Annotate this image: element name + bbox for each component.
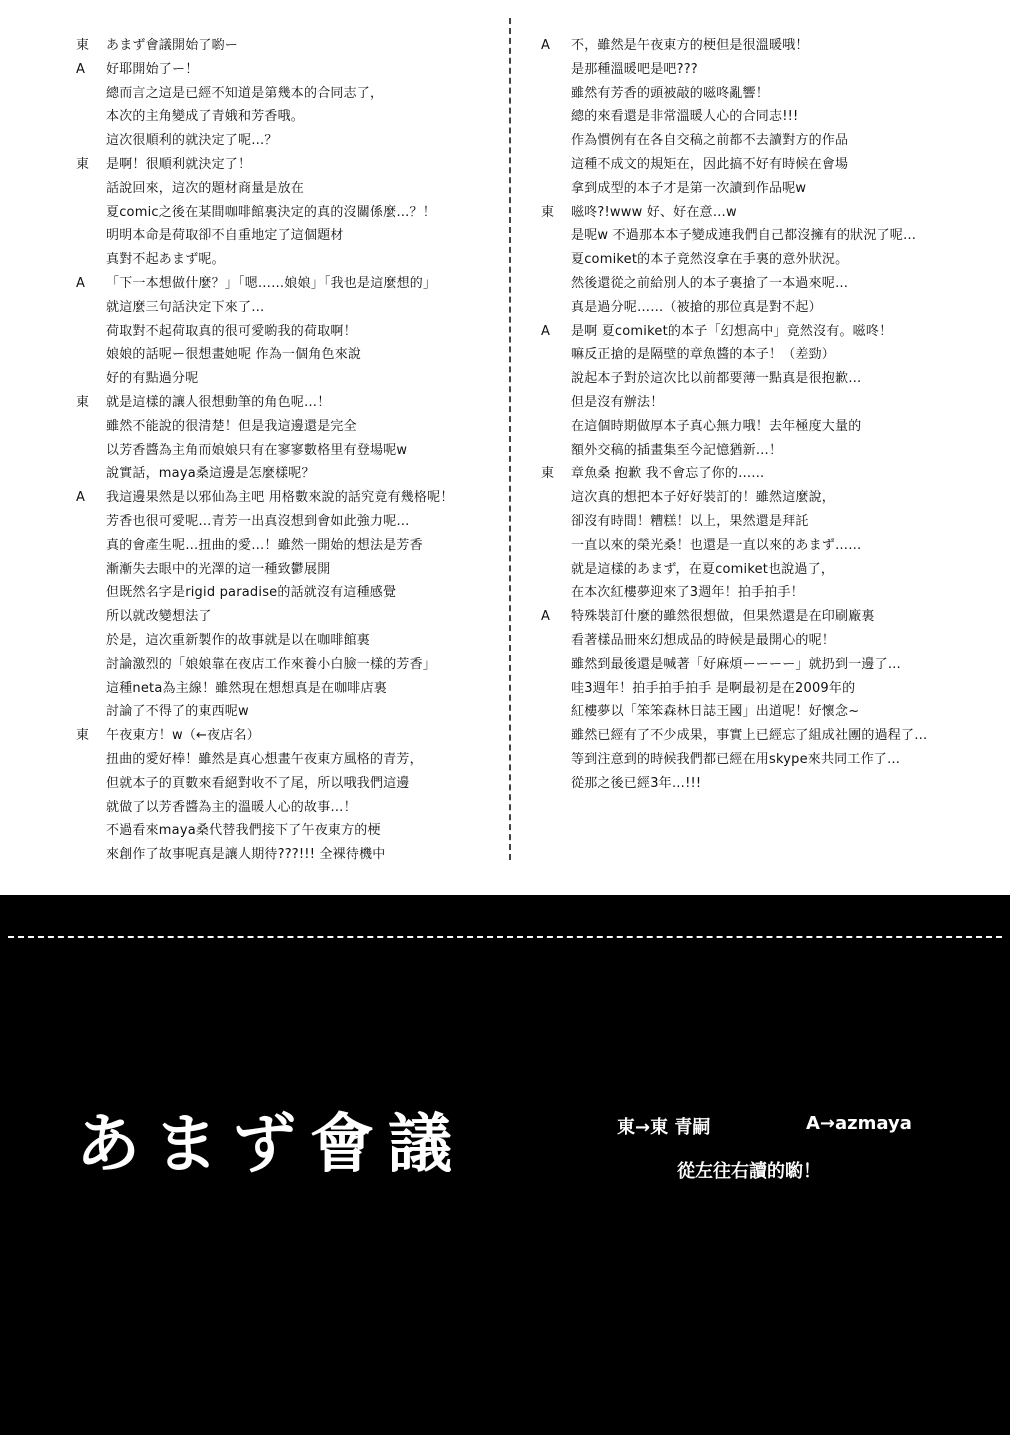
dialogue-entry — [76, 153, 501, 272]
dialogue-line: 特殊裝訂什麼的雖然很想做，但果然還是在印刷廠裏 — [571, 609, 875, 625]
dialogue-entry — [76, 272, 501, 391]
dialogue-line: 就是這樣的あまず，在夏comiket也說過了， — [571, 561, 835, 577]
dialogue-line: 我這邊果然是以邪仙為主吧 用格數來說的話究竟有幾格呢！ — [106, 490, 454, 506]
dialogue-line: 真對不起あまず呢。 — [106, 252, 225, 268]
speaker-label: 東 — [76, 728, 90, 744]
dialogue-line: 真是過分呢……（被搶的那位真是對不起） — [571, 299, 822, 315]
dialogue-line: 雖然有芳香的頭被敲的嗞咚亂響！ — [571, 85, 770, 101]
dialogue-line: 不過看來maya桑代替我們接下了午夜東方的梗 — [106, 823, 381, 839]
dialogue-entry — [76, 724, 501, 867]
dialogue-line: 卻沒有時間！糟糕！以上，果然還是拜託 — [571, 513, 809, 529]
dialogue-line: 但是沒有辦法！ — [571, 394, 664, 410]
dialogue-entry — [541, 605, 981, 795]
dialogue-line: 芳香也很可愛呢…青芳一出真沒想到會如此強力呢… — [106, 513, 410, 529]
dialogue-lines — [106, 34, 501, 58]
dialogue-line: 雖然到最後還是喊著「好麻煩ーーーー」就扔到一邊了… — [571, 656, 902, 672]
dialogue-line: 雖然已經有了不少成果，事實上已經忘了組成社團的過程了… — [571, 728, 928, 744]
dialogue-line: 話說回來，這次的題材商量是放在 — [106, 180, 305, 196]
dialogue-line: 章魚桑 抱歉 我不會忘了你的…… — [571, 466, 765, 482]
dialogue-line: 但就本子的頁數來看絕對收不了尾，所以哦我們這邊 — [106, 775, 410, 791]
speaker-label: A — [76, 61, 85, 77]
dialogue-line: 所以就改變想法了 — [106, 609, 212, 625]
dialogue-line: 在本次紅樓夢迎來了3週年！拍手拍手！ — [571, 585, 804, 601]
dialogue-entry — [76, 34, 501, 58]
dialogue-line: 是啊 夏comiket的本子「幻想高中」竟然沒有。嗞咚！ — [571, 323, 893, 339]
dialogue-line: 總的來看還是非常溫暖人心的合同志!!! — [571, 109, 799, 125]
reading-direction-note: 從左往右讀的喲！ — [677, 1161, 821, 1182]
dialogue-lines — [106, 58, 501, 153]
dialogue-entry — [541, 34, 981, 201]
dialogue-lines — [106, 153, 501, 272]
dialogue-line: 是啊！很順利就決定了！ — [106, 156, 252, 172]
dialogue-line: 看著樣品冊來幻想成品的時候是最開心的呢！ — [571, 632, 836, 648]
dialogue-entry — [76, 486, 501, 724]
dialogue-lines — [571, 320, 981, 463]
dialogue-line: 就做了以芳香醬為主的溫暖人心的故事…！ — [106, 799, 357, 815]
dialogue-line: 扭曲的愛好棒！雖然是真心想畫午夜東方風格的青芳， — [106, 751, 423, 767]
dialogue-line: 是呢w 不過那本本子變成連我們自己都沒擁有的狀況了呢… — [571, 228, 917, 244]
dialogue-entry — [541, 462, 981, 605]
dialogue-line: 娘娘的話呢ー很想畫她呢 作為一個角色來說 — [106, 347, 362, 363]
column-divider — [509, 18, 511, 860]
dialogue-line: 本次的主角變成了青娥和芳香哦。 — [106, 109, 305, 125]
dialogue-left-column — [76, 34, 501, 867]
dialogue-line: 來創作了故事呢真是讓人期待???!!! 全裸待機中 — [106, 847, 386, 863]
dialogue-line: 這次很順利的就決定了呢…？ — [106, 133, 278, 149]
credit-a: A→azmaya — [806, 1113, 912, 1134]
dialogue-line: 總而言之這是已經不知道是第幾本的合同志了， — [106, 85, 384, 101]
dialogue-line: 額外交稿的插畫集至今記憶猶新…！ — [571, 442, 783, 458]
dialogue-line: 在這個時期做厚本子真心無力哦！去年極度大量的 — [571, 418, 862, 434]
dialogue-line: 夏comic之後在某間咖啡館裏決定的真的沒關係麼…？！ — [106, 204, 436, 220]
speaker-label: A — [541, 609, 550, 625]
dialogue-line: 荷取對不起荷取真的很可愛喲我的荷取啊！ — [106, 323, 357, 339]
dialogue-line: 作為慣例有在各自交稿之前都不去讀對方的作品 — [571, 133, 849, 149]
dialogue-lines — [106, 724, 501, 867]
dialogue-lines — [571, 462, 981, 605]
dialogue-lines — [571, 201, 981, 320]
dialogue-line: 雖然不能說的很清楚！但是我這邊還是完全 — [106, 418, 357, 434]
dialogue-line: 好的有點過分呢 — [106, 371, 199, 387]
credit-east: 東→東 青嗣 — [617, 1117, 711, 1138]
dialogue-line: 不，雖然是午夜東方的梗但是很溫暖哦！ — [571, 38, 809, 53]
speaker-label: 東 — [541, 466, 555, 482]
speaker-label: A — [541, 38, 550, 53]
dialogue-line: 明明本命是荷取卻不自重地定了這個題材 — [106, 228, 344, 244]
dialogue-line: 一直以來的榮光桑！也還是一直以來的あまず…… — [571, 537, 862, 553]
dialogue-lines — [106, 486, 501, 724]
dialogue-line: 這種不成文的規矩在，因此搞不好有時候在會場 — [571, 156, 849, 172]
dialogue-line: 哇3週年！拍手拍手拍手 是啊最初是在2009年的 — [571, 680, 856, 696]
speaker-label: A — [76, 490, 85, 506]
speaker-label: A — [76, 275, 85, 291]
dialogue-line: 真的會產生呢…扭曲的愛…！雖然一開始的想法是芳香 — [106, 537, 423, 553]
dialogue-line: 這次真的想把本子好好裝訂的！雖然這麼說， — [571, 490, 836, 506]
speaker-label: 東 — [76, 156, 90, 172]
dialogue-entry — [541, 201, 981, 320]
dialogue-line: 拿到成型的本子才是第一次讀到作品呢w — [571, 180, 807, 196]
dialogue-line: 夏comiket的本子竟然沒拿在手裏的意外狀況。 — [571, 252, 849, 268]
dialogue-line: 說實話，maya桑這邊是怎麼樣呢？ — [106, 466, 315, 482]
dialogue-line: 嘛反正搶的是隔壁的章魚醬的本子！（差勁） — [571, 347, 836, 363]
dialogue-line: 從那之後已經3年…!!! — [571, 775, 702, 791]
dialogue-lines — [106, 391, 501, 486]
speaker-label: 東 — [76, 38, 90, 53]
dialogue-line: 但既然名字是rigid paradise的話就沒有這種感覺 — [106, 585, 397, 601]
dialogue-line: 討論激烈的「娘娘靠在夜店工作來養小白臉一樣的芳香」 — [106, 656, 437, 672]
dialogue-line: 「下一本想做什麼？」「嗯……娘娘」「我也是這麼想的」 — [106, 275, 437, 291]
speaker-label: A — [541, 323, 550, 339]
dialogue-line: 是那種溫暖吧是吧??? — [571, 61, 698, 77]
dialogue-line: 好耶開始了ー！ — [106, 61, 199, 77]
dialogue-line: 然後還從之前給別人的本子裏搶了一本過來呢… — [571, 275, 849, 291]
dialogue-line: 討論了不得了的東西呢w — [106, 704, 249, 720]
dialogue-line: あまず會議開始了喲ー — [106, 38, 239, 53]
banner-title: あまず會議 — [76, 1108, 466, 1182]
dialogue-line: 嗞咚?!www 好、好在意…w — [571, 204, 737, 220]
dialogue-lines — [571, 34, 981, 201]
dialogue-entry — [76, 58, 501, 153]
dialogue-line: 紅樓夢以「笨笨森林日誌王國」出道呢！好懷念~ — [571, 704, 860, 720]
dialogue-entry — [541, 320, 981, 463]
cut-line — [8, 936, 1002, 938]
dialogue-line: 這種neta為主線！雖然現在想想真是在咖啡店裏 — [106, 680, 387, 696]
speaker-label: 東 — [76, 394, 90, 410]
dialogue-line: 於是，這次重新製作的故事就是以在咖啡館裏 — [106, 632, 371, 648]
dialogue-entry — [76, 391, 501, 486]
dialogue-line: 午夜東方！w（←夜店名） — [106, 728, 260, 744]
dialogue-line: 就是這樣的讓人很想動筆的角色呢…！ — [106, 394, 331, 410]
dialogue-right-column — [541, 34, 981, 796]
dialogue-line: 說起本子對於這次比以前都要薄一點真是很抱歉… — [571, 371, 862, 387]
dialogue-line: 以芳香醬為主角而娘娘只有在寥寥數格里有登場呢w — [106, 442, 408, 458]
speaker-label: 東 — [541, 204, 555, 220]
title-banner — [0, 895, 1010, 1435]
dialogue-line: 就這麼三句話決定下來了… — [106, 299, 265, 315]
dialogue-line: 等到注意到的時候我們都已經在用skype來共同工作了… — [571, 751, 901, 767]
dialogue-line: 漸漸失去眼中的光澤的這一種致鬱展開 — [106, 561, 331, 577]
dialogue-lines — [106, 272, 501, 391]
dialogue-lines — [571, 605, 981, 795]
